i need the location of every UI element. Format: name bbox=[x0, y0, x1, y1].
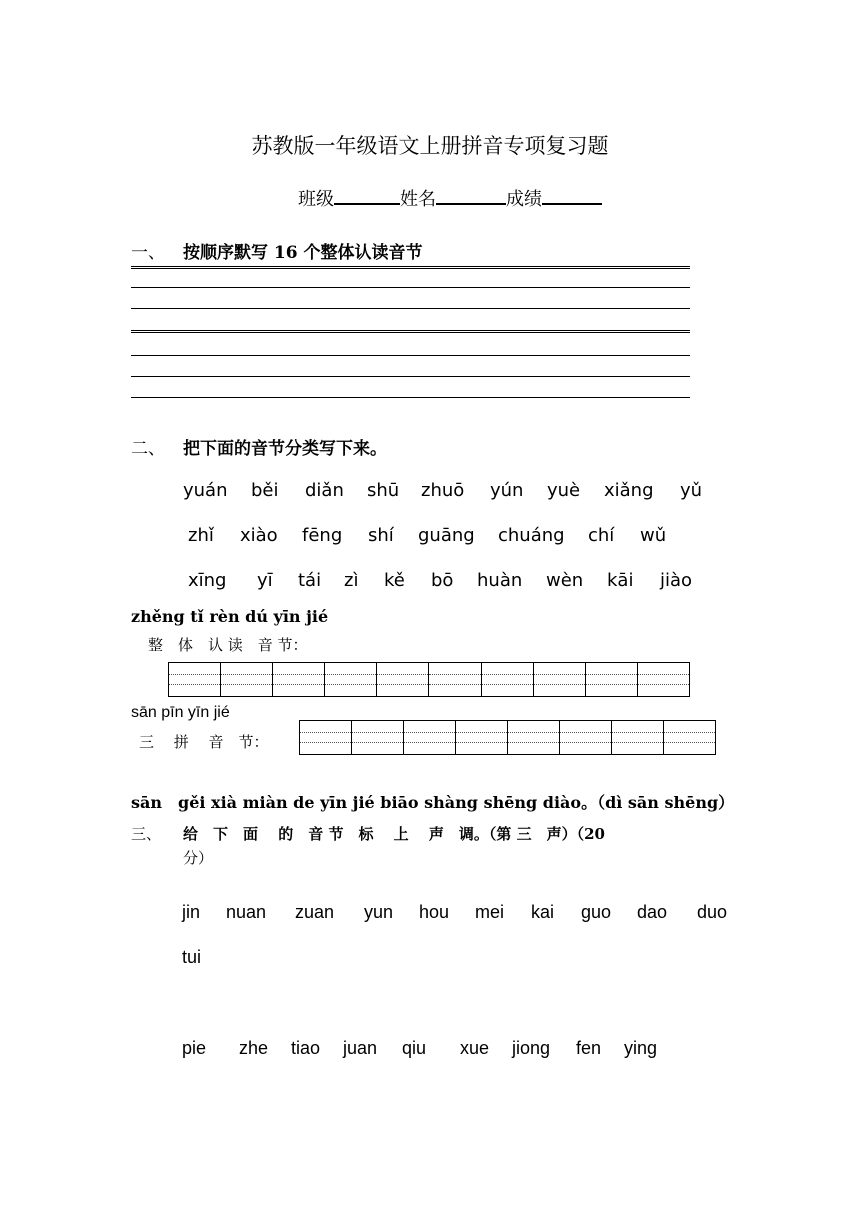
syllable: zhǐ bbox=[188, 525, 214, 546]
syllable: wèn bbox=[546, 570, 584, 591]
name-label: 姓名 bbox=[400, 189, 436, 210]
section2-number: 二、 bbox=[131, 439, 165, 459]
section3-heading-cont: 分） bbox=[183, 849, 214, 867]
syllable: kě bbox=[384, 570, 405, 591]
syllable: huàn bbox=[477, 570, 523, 591]
syllable: yuán bbox=[183, 480, 228, 501]
syllable: juan bbox=[343, 1038, 378, 1058]
syllable: kāi bbox=[607, 570, 634, 591]
syllable: yǔ bbox=[680, 480, 703, 501]
triple-syllables-pinyin: sān pīn yīn jié bbox=[131, 704, 230, 721]
syllable: zì bbox=[344, 570, 359, 591]
syllable: zuan bbox=[295, 902, 335, 922]
syllable: xīng bbox=[188, 570, 227, 591]
syllable: jiong bbox=[512, 1038, 551, 1058]
syllable: wǔ bbox=[640, 525, 667, 546]
class-label: 班级 bbox=[298, 189, 334, 210]
syllable: tiao bbox=[291, 1038, 321, 1058]
syllable: shí bbox=[368, 525, 394, 546]
syllable: bō bbox=[431, 570, 454, 591]
syllable: fēng bbox=[302, 525, 343, 546]
score-label: 成绩 bbox=[506, 189, 542, 210]
section1-heading: 按顺序默写 16 个整体认读音节 bbox=[183, 243, 423, 263]
student-info bbox=[298, 185, 602, 211]
score-blank[interactable] bbox=[542, 185, 602, 205]
syllable: xiào bbox=[240, 525, 278, 546]
section3-heading: 给 下 面 的 音 节 标 上 声 调。（第 三 声）（20 bbox=[183, 825, 605, 843]
syllable: kai bbox=[531, 902, 555, 922]
syllable: mei bbox=[475, 902, 505, 922]
syllable: guo bbox=[581, 902, 612, 922]
syllable: hou bbox=[419, 902, 450, 922]
name-blank[interactable] bbox=[436, 185, 506, 205]
syllable: ying bbox=[624, 1038, 658, 1058]
syllable: jiào bbox=[660, 570, 693, 591]
syllable: xue bbox=[460, 1038, 490, 1058]
section3-pinyin: sān gěi xià miàn de yīn jié biāo shàng shēng diào。（dì sān shēng） bbox=[131, 793, 735, 812]
syllable: tui bbox=[182, 947, 202, 967]
syllable: dao bbox=[637, 902, 668, 922]
syllable: diǎn bbox=[305, 480, 344, 501]
syllable: yún bbox=[490, 480, 524, 501]
syllable: jin bbox=[182, 902, 201, 922]
syllable: nuan bbox=[226, 902, 267, 922]
syllable: yun bbox=[364, 902, 394, 922]
syllable: guāng bbox=[418, 525, 475, 546]
syllable: shū bbox=[367, 480, 400, 501]
syllable: chí bbox=[588, 525, 615, 546]
class-blank[interactable] bbox=[334, 185, 400, 205]
whole-syllables-pinyin: zhěng tǐ rèn dú yīn jié bbox=[131, 607, 329, 626]
whole-syllables-label: 整 体 认 读 音 节： bbox=[148, 636, 308, 654]
syllable: duo bbox=[697, 902, 728, 922]
section1-number: 一、 bbox=[131, 243, 165, 263]
syllable: yī bbox=[257, 570, 273, 591]
syllable: qiu bbox=[402, 1038, 427, 1058]
syllable: zhe bbox=[239, 1038, 269, 1058]
syllable: xiǎng bbox=[604, 480, 654, 501]
triple-syllables-label: 三 拼 音 节： bbox=[139, 733, 269, 751]
syllable: pie bbox=[182, 1038, 207, 1058]
whole-syllables-grid[interactable] bbox=[168, 662, 690, 697]
page-title: 苏教版一年级语文上册拼音专项复习题 bbox=[251, 134, 609, 158]
section2-heading: 把下面的音节分类写下来。 bbox=[183, 439, 387, 459]
triple-syllables-grid[interactable] bbox=[299, 720, 716, 755]
syllable: chuáng bbox=[498, 525, 565, 546]
syllable: yuè bbox=[547, 480, 581, 501]
section3-number: 三、 bbox=[131, 825, 162, 843]
syllable: fen bbox=[576, 1038, 602, 1058]
syllable: zhuō bbox=[421, 480, 465, 501]
syllable: běi bbox=[251, 480, 279, 501]
syllable: tái bbox=[298, 570, 322, 591]
